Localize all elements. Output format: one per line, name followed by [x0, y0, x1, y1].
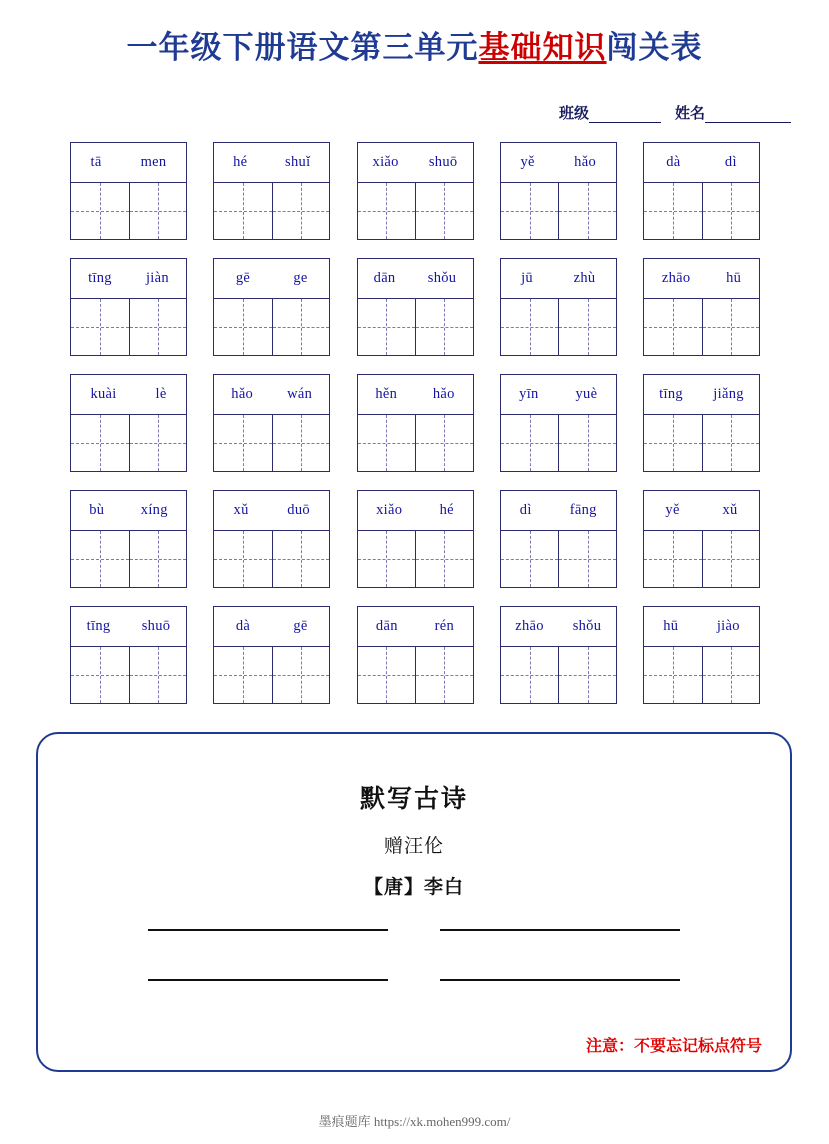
- pinyin-syllable: jiào: [716, 618, 740, 634]
- pinyin-syllable: rén: [434, 618, 455, 634]
- writing-box[interactable]: [501, 299, 559, 355]
- writing-boxes[interactable]: [643, 530, 760, 588]
- writing-box[interactable]: [272, 415, 330, 471]
- page-title-pre: 一年级下册语文第三单元: [126, 30, 479, 65]
- writing-boxes[interactable]: [500, 646, 617, 704]
- poem-name: 赠汪伦: [383, 836, 444, 857]
- pinyin-syllable: lè: [155, 386, 167, 402]
- pinyin-cell: [213, 606, 330, 646]
- writing-box[interactable]: [558, 183, 616, 239]
- writing-box[interactable]: [129, 531, 187, 587]
- pinyin-syllable: tīng: [88, 270, 112, 286]
- writing-box[interactable]: [214, 415, 272, 471]
- writing-boxes[interactable]: [213, 182, 330, 240]
- block-spacer: [70, 472, 187, 490]
- word-block: [213, 374, 330, 472]
- poem-section-title: 默写古诗: [359, 786, 468, 813]
- writing-boxes[interactable]: [213, 298, 330, 356]
- block-spacer: [357, 356, 474, 374]
- writing-box[interactable]: [702, 415, 760, 471]
- pinyin-cell: [70, 606, 187, 646]
- pinyin-syllable: xiǎo: [376, 502, 403, 518]
- word-block: [500, 606, 617, 704]
- writing-boxes[interactable]: [70, 298, 187, 356]
- word-block: [213, 606, 330, 704]
- writing-box[interactable]: [644, 531, 702, 587]
- pinyin-syllable: tīng: [86, 618, 111, 634]
- word-block: [500, 374, 617, 472]
- writing-boxes[interactable]: [357, 530, 474, 588]
- poem-line-row: [148, 977, 680, 981]
- writing-box[interactable]: [358, 183, 416, 239]
- writing-box[interactable]: [415, 299, 473, 355]
- pinyin-syllable: xǔ: [233, 502, 249, 518]
- pinyin-syllable: kuài: [90, 386, 117, 402]
- block-spacer: [357, 240, 474, 258]
- pinyin-syllable: dān: [373, 270, 396, 286]
- pinyin-syllable: hěn: [375, 386, 398, 402]
- block-spacer: [500, 472, 617, 490]
- pinyin-cell: [357, 258, 474, 298]
- pinyin-syllable: zhāo: [661, 270, 691, 286]
- writing-box[interactable]: [702, 299, 760, 355]
- pinyin-syllable: fāng: [569, 502, 597, 518]
- word-block: [357, 490, 474, 588]
- writing-box[interactable]: [558, 531, 616, 587]
- writing-box[interactable]: [358, 647, 416, 703]
- pinyin-cell: [357, 606, 474, 646]
- pinyin-cell: [213, 142, 330, 182]
- writing-boxes[interactable]: [500, 414, 617, 472]
- pinyin-syllable: jiàn: [145, 270, 169, 286]
- writing-box[interactable]: [415, 531, 473, 587]
- writing-boxes[interactable]: [357, 646, 474, 704]
- writing-box[interactable]: [71, 647, 129, 703]
- writing-box[interactable]: [214, 183, 272, 239]
- pinyin-syllable: zhāo: [515, 618, 544, 634]
- pinyin-cell: [70, 258, 187, 298]
- word-block: [357, 258, 474, 356]
- block-spacer: [500, 240, 617, 258]
- writing-boxes[interactable]: [643, 182, 760, 240]
- pinyin-cell: [213, 258, 330, 298]
- pinyin-cell: [643, 606, 760, 646]
- page-title-row: [0, 22, 829, 67]
- page-title: [127, 22, 703, 67]
- writing-box[interactable]: [415, 415, 473, 471]
- pinyin-syllable: ge: [293, 270, 308, 286]
- pinyin-grid-area: [70, 142, 760, 704]
- word-block: [70, 606, 187, 704]
- writing-boxes[interactable]: [213, 414, 330, 472]
- pinyin-cell: [500, 490, 617, 530]
- writing-boxes[interactable]: [70, 646, 187, 704]
- writing-box[interactable]: [501, 415, 559, 471]
- class-input-blank[interactable]: [589, 108, 661, 123]
- writing-box[interactable]: [129, 183, 187, 239]
- writing-box[interactable]: [702, 183, 760, 239]
- block-spacer: [70, 588, 187, 606]
- pinyin-syllable: hé: [233, 154, 248, 170]
- pinyin-column-3: [357, 142, 474, 704]
- pinyin-syllable: zhù: [573, 270, 596, 286]
- pinyin-column-5: [643, 142, 760, 704]
- writing-boxes[interactable]: [643, 414, 760, 472]
- writing-boxes[interactable]: [643, 298, 760, 356]
- pinyin-cell: [357, 374, 474, 414]
- word-block: [357, 606, 474, 704]
- poem-dictation-card: [36, 732, 792, 1072]
- word-block: [500, 490, 617, 588]
- pinyin-column-2: [213, 142, 330, 704]
- pinyin-syllable: hū: [663, 618, 679, 634]
- block-spacer: [213, 588, 330, 606]
- pinyin-syllable: gē: [293, 618, 308, 634]
- class-label: 班级: [558, 106, 589, 122]
- word-block: [643, 490, 760, 588]
- word-block: [70, 490, 187, 588]
- pinyin-cell: [643, 374, 760, 414]
- writing-boxes[interactable]: [70, 182, 187, 240]
- pinyin-cell: [357, 490, 474, 530]
- page-title-highlight: 基础知识: [478, 30, 607, 65]
- writing-box[interactable]: [358, 299, 416, 355]
- writing-box[interactable]: [272, 183, 330, 239]
- writing-box[interactable]: [558, 299, 616, 355]
- pinyin-syllable: dān: [375, 618, 398, 634]
- pinyin-syllable: xǔ: [722, 502, 738, 518]
- writing-box[interactable]: [415, 647, 473, 703]
- poem-writing-lines: [38, 927, 790, 981]
- pinyin-syllable: xíng: [140, 502, 168, 518]
- pinyin-syllable: shuō: [141, 618, 171, 634]
- word-block: [500, 142, 617, 240]
- pinyin-syllable: wán: [287, 386, 313, 402]
- pinyin-syllable: dì: [519, 502, 532, 518]
- pinyin-syllable: men: [140, 154, 167, 170]
- pinyin-cell: [643, 142, 760, 182]
- writing-boxes[interactable]: [70, 414, 187, 472]
- pinyin-cell: [500, 142, 617, 182]
- writing-box[interactable]: [558, 647, 616, 703]
- pinyin-cell: [500, 258, 617, 298]
- word-block: [70, 258, 187, 356]
- word-block: [643, 258, 760, 356]
- pinyin-syllable: hé: [439, 502, 454, 518]
- pinyin-cell: [500, 374, 617, 414]
- block-spacer: [213, 472, 330, 490]
- writing-box[interactable]: [702, 647, 760, 703]
- word-block: [70, 374, 187, 472]
- writing-boxes[interactable]: [357, 298, 474, 356]
- word-block: [357, 142, 474, 240]
- name-label: 姓名: [674, 106, 705, 122]
- poem-write-line[interactable]: [148, 927, 388, 931]
- word-block: [643, 374, 760, 472]
- poem-line-row: [148, 927, 680, 931]
- writing-box[interactable]: [415, 183, 473, 239]
- writing-boxes[interactable]: [357, 414, 474, 472]
- writing-box[interactable]: [644, 183, 702, 239]
- pinyin-syllable: yīn: [519, 386, 539, 402]
- writing-box[interactable]: [644, 299, 702, 355]
- block-spacer: [357, 472, 474, 490]
- poem-author: 【唐】李白: [363, 877, 464, 898]
- block-spacer: [500, 588, 617, 606]
- poem-write-line[interactable]: [148, 977, 388, 981]
- writing-box[interactable]: [501, 183, 559, 239]
- pinyin-syllable: shǒu: [427, 270, 457, 286]
- pinyin-syllable: shuǐ: [285, 154, 311, 170]
- writing-box[interactable]: [501, 531, 559, 587]
- name-input-blank[interactable]: [705, 108, 791, 123]
- word-block: [643, 606, 760, 704]
- writing-box[interactable]: [272, 647, 330, 703]
- pinyin-syllable: hǎo: [574, 154, 597, 170]
- pinyin-syllable: yě: [665, 502, 680, 518]
- pinyin-cell: [70, 490, 187, 530]
- pinyin-syllable: yuè: [575, 386, 598, 402]
- poem-write-line[interactable]: [440, 927, 680, 931]
- pinyin-syllable: shǒu: [572, 618, 602, 634]
- writing-boxes[interactable]: [500, 182, 617, 240]
- writing-box[interactable]: [358, 531, 416, 587]
- pinyin-syllable: yě: [520, 154, 535, 170]
- writing-boxes[interactable]: [500, 530, 617, 588]
- word-block: [357, 374, 474, 472]
- pinyin-syllable: gē: [235, 270, 251, 286]
- writing-boxes[interactable]: [500, 298, 617, 356]
- pinyin-syllable: hū: [726, 270, 742, 286]
- word-block: [70, 142, 187, 240]
- writing-boxes[interactable]: [213, 530, 330, 588]
- writing-box[interactable]: [71, 183, 129, 239]
- pinyin-cell: [643, 490, 760, 530]
- pinyin-cell: [70, 374, 187, 414]
- writing-boxes[interactable]: [643, 646, 760, 704]
- word-block: [213, 142, 330, 240]
- pinyin-cell: [70, 142, 187, 182]
- block-spacer: [213, 240, 330, 258]
- writing-box[interactable]: [272, 299, 330, 355]
- poem-write-line[interactable]: [440, 977, 680, 981]
- pinyin-syllable: jiǎng: [713, 386, 744, 402]
- pinyin-syllable: xiǎo: [372, 154, 399, 170]
- writing-box[interactable]: [71, 299, 129, 355]
- block-spacer: [357, 588, 474, 606]
- writing-box[interactable]: [644, 647, 702, 703]
- word-block: [213, 258, 330, 356]
- pinyin-syllable: hǎo: [432, 386, 455, 402]
- writing-box[interactable]: [71, 415, 129, 471]
- block-spacer: [643, 472, 760, 490]
- writing-box[interactable]: [358, 415, 416, 471]
- pinyin-cell: [213, 374, 330, 414]
- writing-box[interactable]: [129, 299, 187, 355]
- block-spacer: [213, 356, 330, 374]
- pinyin-syllable: tīng: [659, 386, 683, 402]
- pinyin-cell: [357, 142, 474, 182]
- block-spacer: [643, 356, 760, 374]
- pinyin-syllable: duō: [287, 502, 310, 518]
- pinyin-cell: [213, 490, 330, 530]
- pinyin-syllable: dà: [235, 618, 251, 634]
- writing-box[interactable]: [129, 415, 187, 471]
- word-block: [213, 490, 330, 588]
- pinyin-syllable: bù: [89, 502, 105, 518]
- writing-box[interactable]: [272, 531, 330, 587]
- word-block: [500, 258, 617, 356]
- writing-box[interactable]: [501, 647, 559, 703]
- page-title-post: 闯关表: [606, 30, 703, 65]
- student-info-row: [559, 102, 791, 123]
- pinyin-cell: [500, 606, 617, 646]
- writing-boxes[interactable]: [213, 646, 330, 704]
- writing-boxes[interactable]: [357, 182, 474, 240]
- block-spacer: [70, 240, 187, 258]
- writing-box[interactable]: [214, 531, 272, 587]
- pinyin-syllable: hǎo: [231, 386, 254, 402]
- writing-box[interactable]: [214, 647, 272, 703]
- pinyin-syllable: dì: [724, 154, 737, 170]
- pinyin-syllable: shuō: [428, 154, 458, 170]
- writing-boxes[interactable]: [70, 530, 187, 588]
- block-spacer: [643, 588, 760, 606]
- writing-box[interactable]: [558, 415, 616, 471]
- pinyin-cell: [643, 258, 760, 298]
- writing-box[interactable]: [644, 415, 702, 471]
- writing-box[interactable]: [214, 299, 272, 355]
- pinyin-syllable: dà: [666, 154, 681, 170]
- pinyin-column-1: [70, 142, 187, 704]
- writing-box[interactable]: [71, 531, 129, 587]
- writing-box[interactable]: [129, 647, 187, 703]
- pinyin-column-4: [500, 142, 617, 704]
- poem-note: 注意：不要忘记标点符号: [585, 1038, 762, 1055]
- word-block: [643, 142, 760, 240]
- pinyin-syllable: tā: [90, 154, 102, 170]
- footer-watermark: 墨痕题库 https://xk.mohen999.com/: [318, 1114, 511, 1129]
- block-spacer: [70, 356, 187, 374]
- writing-box[interactable]: [702, 531, 760, 587]
- pinyin-syllable: jū: [521, 270, 533, 286]
- block-spacer: [500, 356, 617, 374]
- block-spacer: [643, 240, 760, 258]
